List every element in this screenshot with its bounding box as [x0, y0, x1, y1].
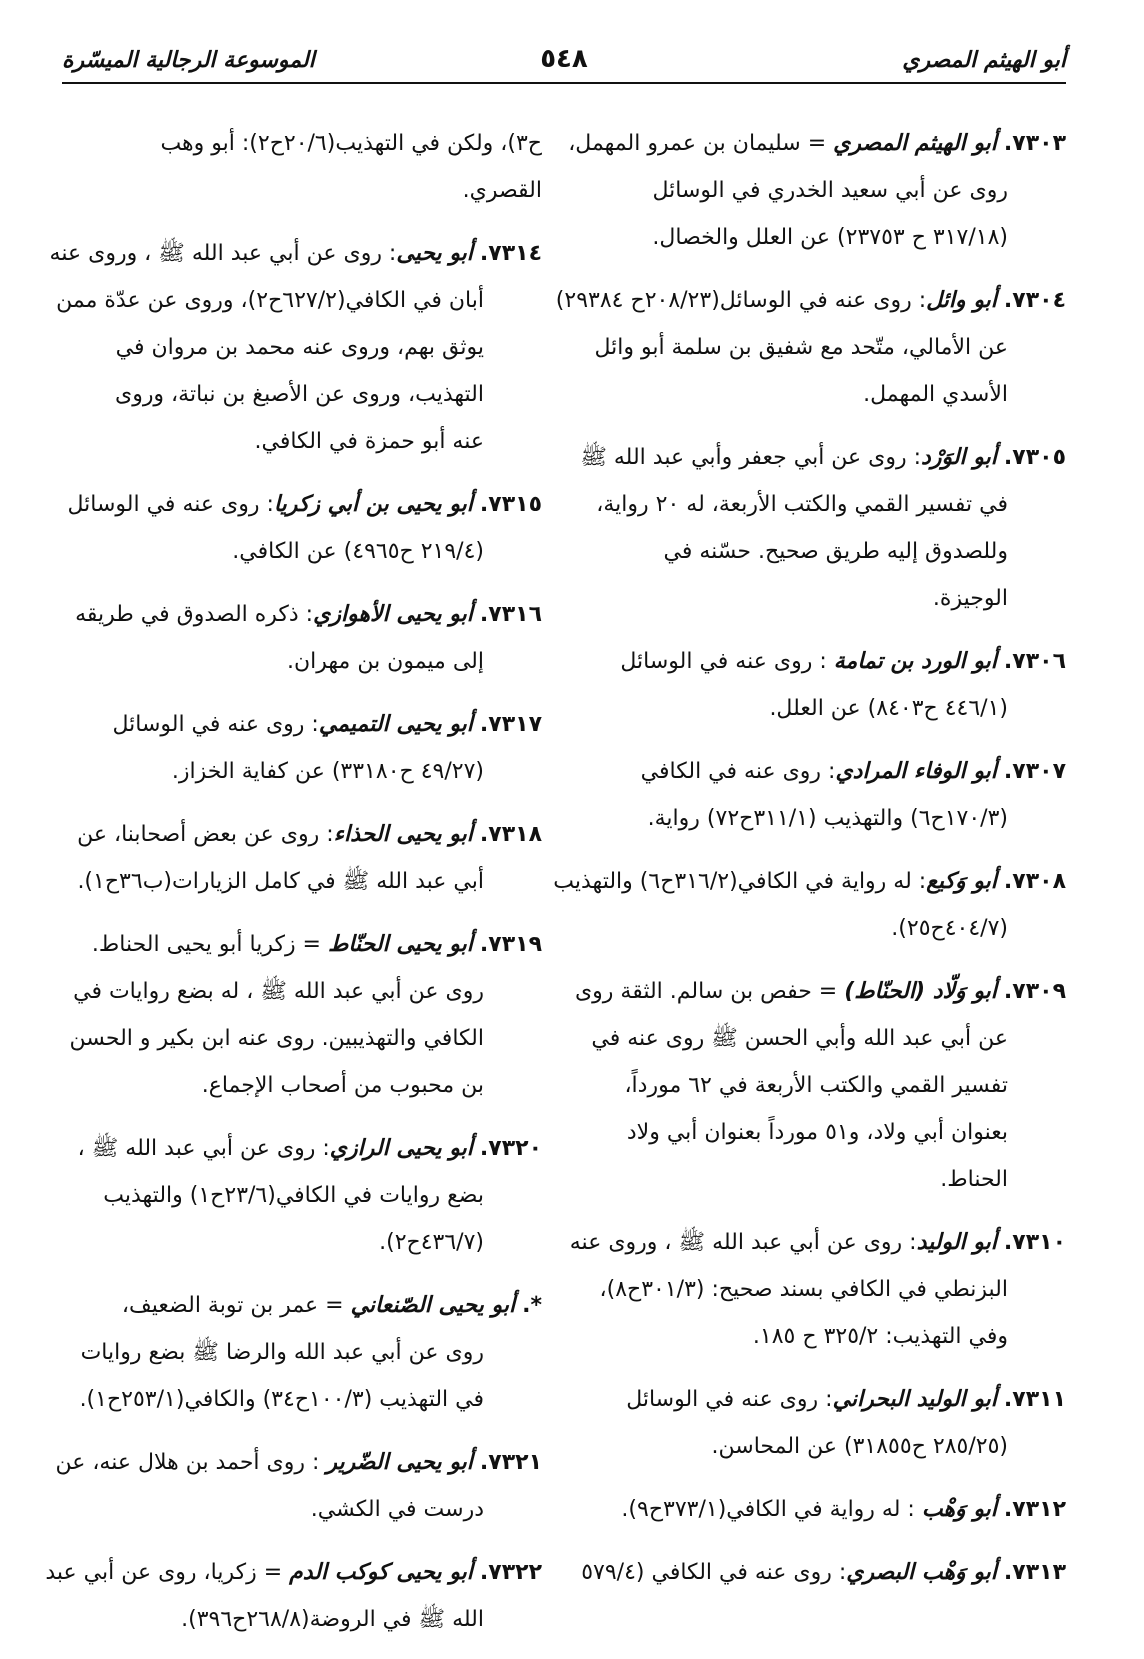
entry-first-line [67, 481, 542, 528]
entry-continuation-line: عن أبي عبد الله وأبي الحسن ﷺ روى عنه في [591, 1026, 1008, 1051]
entry-name: أبو وَهْب [921, 1497, 997, 1522]
entry-name: أبو يحيى الحنّاط [327, 932, 473, 957]
entry-number: ٧٣٠٦. [1003, 649, 1066, 674]
entry-continuation-line: روى عن أبي عبد الله والرضا ﷺ بضع روايات [80, 1340, 484, 1365]
entry-continuation-line: روى عن أبي عبد الله ﷺ ، له بضع روايات في [73, 979, 484, 1004]
entry-first-line [569, 1219, 1066, 1266]
entry-continuation-line: وللصدوق إليه طريق صحيح. حسّنه في [663, 539, 1008, 564]
entry [72, 701, 542, 795]
entry-continuation-line: (٣١٧/١٨ ح ٢٣٧٥٣) عن العلل والخصال. [652, 225, 1008, 250]
entry-text: : له رواية في الكافي(٣١٦/٢ح٦) والتهذيب [553, 869, 927, 894]
entry-continuation-line: درست في الكشي. [310, 1497, 484, 1522]
entry-number: ٧٣٢٠. [479, 1136, 542, 1161]
entry-text: : روى عنه في الوسائل [626, 1387, 833, 1412]
entry-number: ٧٣١٤. [479, 241, 542, 266]
entry-name: أبو وائل [926, 288, 997, 313]
entry-name: أبو الوليد [916, 1230, 997, 1255]
page-number: ٥٤٨ [540, 44, 588, 74]
entry-continuation-line: أبي عبد الله ﷺ في كامل الزيارات(ب٣٦ح١). [77, 869, 484, 894]
entry-first-line [72, 1125, 542, 1172]
entry-name: أبو الوَرْد [921, 445, 997, 470]
entry-text: : روى عنه في الكافي [640, 759, 836, 784]
right-column [553, 120, 1066, 1612]
entry [45, 1549, 542, 1643]
entry-first-line [596, 638, 1066, 685]
entry [581, 1549, 1066, 1596]
entry-continuation-line: (٢١٩/٤ ح٤٩٦٥) عن الكافي. [232, 539, 484, 564]
entry [72, 811, 542, 905]
entry-text: = سليمان بن عمرو المهمل، [568, 131, 834, 156]
entry-name: أبو يحيى التميمي [318, 712, 473, 737]
entry-number: ٧٣٠٨. [1003, 869, 1066, 894]
entry-continuation-line: (٤٩/٢٧ ح٣٣١٨٠) عن كفاية الخزاز. [171, 759, 484, 784]
entry-first-line [581, 1549, 1066, 1596]
entry [569, 1219, 1066, 1360]
entry-number: ٧٣١٠. [1003, 1230, 1066, 1255]
entry [596, 1486, 1066, 1533]
entry-continuation-line: القصري. [462, 178, 542, 203]
entry-first-line [72, 591, 542, 638]
entry-text: = زكريا، روى عن أبي عبد [45, 1560, 290, 1585]
header-book-title: الموسوعة الرجالية الميسّرة [62, 48, 315, 73]
entry [580, 434, 1066, 622]
entry-number: ٧٣٢٢. [479, 1560, 542, 1585]
entry [72, 1282, 542, 1423]
entry-continuation-line: (٤٤٦/١ ح٨٤٠٣) عن العلل. [769, 696, 1008, 721]
entry-text: : روى عن أبي جعفر وأبي عبد الله ﷺ [580, 445, 922, 470]
entry [596, 748, 1066, 842]
entry-name: أبو الوليد البحراني [832, 1387, 997, 1412]
entry [55, 1439, 542, 1533]
entry-name: أبو يحيى [396, 241, 473, 266]
entry-text: : روى عنه في الوسائل [67, 492, 274, 517]
entry-text: : روى عن أبي عبد الله ﷺ ، وروى عنه [569, 1230, 917, 1255]
entry-first-line [553, 858, 1066, 905]
entry-continuation-line: في تفسير القمي والكتب الأربعة، له ٢٠ رواية، [596, 492, 1008, 517]
entry-continuation-line: يوثق بهم، وروى عنه محمد بن مروان في [115, 335, 484, 360]
entry-name: أبو الوفاء المرادي [835, 759, 997, 784]
entry [596, 638, 1066, 732]
entry-continuation-line: الوجيزة. [932, 586, 1008, 611]
entry-number: ٧٣١٦. [479, 602, 542, 627]
entry-name: أبو يحيى الرازي [329, 1136, 473, 1161]
running-header [62, 38, 1066, 84]
entry-text: = زكريا أبو يحيى الحناط. [91, 932, 328, 957]
entry-name: أبو يحيى بن أبي زكريا [273, 492, 473, 517]
entry-continuation-line: بن محبوب من أصحاب الإجماع. [201, 1073, 484, 1098]
entry-text: = حفص بن سالم. الثقة روى [574, 979, 845, 1004]
entry [555, 277, 1066, 418]
entry-continuation-line: أبان في الكافي(٦٢٧/٢ح٢)، وروى عن عدّة ممن [56, 288, 484, 313]
entry-first-line [555, 277, 1066, 324]
entry-first-line [580, 434, 1066, 481]
entry [596, 1376, 1066, 1470]
entry-number: ٧٣٢١. [479, 1450, 542, 1475]
entry-continuation-line: عنه أبو حمزة في الكافي. [254, 429, 484, 454]
entry-continuation-line: (٤٠٤/٧ح٢٥). [891, 916, 1008, 941]
entry-first-line [596, 748, 1066, 795]
entry-continuation-line: بضع روايات في الكافي(٢٣/٦ح١) والتهذيب [103, 1183, 484, 1208]
entry-text: : روى عن بعض أصحابنا، عن [77, 822, 334, 847]
entry-first-line [72, 1282, 542, 1329]
entry [574, 968, 1066, 1203]
entry-text: ح٣)، ولكن في التهذيب(٢٠/٦ح٢): أبو وهب [160, 131, 542, 156]
entry-continuation-line: في التهذيب (١٠٠/٣ح٣٤) والكافي(٢٥٣/١ح١). [79, 1387, 484, 1412]
entry-continuation-line: روى عن أبي سعيد الخدري في الوسائل [652, 178, 1008, 203]
entry-name: أبو وَهْب البصري [846, 1560, 997, 1585]
entry-text: : روى عنه في الوسائل [620, 649, 834, 674]
entry [72, 120, 542, 214]
entry-number: ٧٣٠٤. [1003, 288, 1066, 313]
entry-number: ٧٣١١. [1003, 1387, 1066, 1412]
entry-text: : روى عن أبي عبد الله ﷺ ، وروى عنه [49, 241, 397, 266]
entry-name: أبو وَلّاد (الحنّاط) [844, 979, 997, 1004]
header-entry-title: أبو الهيثم المصري [902, 48, 1066, 73]
entry [69, 921, 542, 1109]
entry [72, 1125, 542, 1266]
entry-first-line [45, 1549, 542, 1596]
entry-continuation-line: وفي التهذيب: ٣٢٥/٢ ح ١٨٥. [752, 1324, 1008, 1349]
entry-text: : ذكره الصدوق في طريقه [75, 602, 314, 627]
entry-text: = عمر بن توبة الضعيف، [121, 1293, 351, 1318]
entry-name: أبو يحيى الحذاء [333, 822, 473, 847]
entry-name: أبو يحيى الصّنعاني [350, 1293, 516, 1318]
entry-number: ٧٣١٢. [1003, 1497, 1066, 1522]
entry-text: : روى عنه في الوسائل(٢٠٨/٢٣ح ٢٩٣٨٤) [555, 288, 927, 313]
entry-first-line [596, 1376, 1066, 1423]
entry-name: أبو وَكيع [926, 869, 997, 894]
entry-first-line [568, 120, 1066, 167]
entry-number: ٧٣١٥. [479, 492, 542, 517]
entry-number: ٧٣٠٩. [1003, 979, 1066, 1004]
entry-text: : له رواية في الكافي(٣٧٣/١ح٩). [621, 1497, 922, 1522]
entry-continuation-line: البزنطي في الكافي بسند صحيح: (٣٠١/٣ح٨)، [599, 1277, 1008, 1302]
entry-first-line [596, 1486, 1066, 1533]
entry-text: : روى عنه في الكافي (٥٧٩/٤ [581, 1560, 847, 1585]
entry [568, 120, 1066, 261]
entry-continuation-line: تفسير القمي والكتب الأربعة في ٦٢ مورداً، [624, 1073, 1008, 1098]
entry-continuation-line: الله ﷺ في الروضة(٢٦٨/٨ح٣٩٦). [181, 1607, 484, 1632]
entry-number: ٧٣١٣. [1003, 1560, 1066, 1585]
entry [67, 481, 542, 575]
entry-text: : روى عن أبي عبد الله ﷺ ، [77, 1136, 330, 1161]
entry-number: ٧٣٠٣. [1003, 131, 1066, 156]
entry-first-line [72, 701, 542, 748]
entry-name: أبو يحيى الضّرير [326, 1450, 473, 1475]
entry-number: ٧٣٠٧. [1003, 759, 1066, 784]
left-column [45, 120, 542, 1659]
entry [553, 858, 1066, 952]
entry-first-line [49, 230, 542, 277]
entry-number: ٧٣١٧. [479, 712, 542, 737]
entry-name: أبو يحيى الأهوازي [313, 602, 473, 627]
entry-number: ٧٣٠٥. [1003, 445, 1066, 470]
entry-text: : روى أحمد بن هلال عنه، عن [55, 1450, 327, 1475]
entry-name: أبو الهيثم المصري [833, 131, 997, 156]
entry [49, 230, 542, 465]
entry-name: أبو يحيى كوكب الدم [289, 1560, 473, 1585]
entry-continuation-line: بعنوان أبي ولاد، و٥١ مورداً بعنوان أبي ولاد [626, 1120, 1008, 1145]
entry-continuation-line: (١٧٠/٣ح٦) والتهذيب (٣١١/١ح٧٢) رواية. [647, 806, 1008, 831]
entry-continuation-line: الحناط. [940, 1167, 1008, 1192]
entry-continuation-line: عن الأمالي، متّحد مع شفيق بن سلمة أبو وائل [594, 335, 1008, 360]
entry-text: : روى عنه في الوسائل [112, 712, 319, 737]
entry-number: *. [522, 1293, 542, 1318]
entry-name: أبو الورد بن تمامة [833, 649, 997, 674]
entry-first-line [72, 120, 542, 167]
entry [72, 591, 542, 685]
entry-first-line [72, 921, 542, 968]
entry-continuation-line: إلى ميمون بن مهران. [287, 649, 484, 674]
entry-first-line [574, 968, 1066, 1015]
entry-first-line [55, 1439, 542, 1486]
entry-continuation-line: التهذيب، وروى عن الأصبغ بن نباتة، وروى [114, 382, 484, 407]
entry-number: ٧٣١٩. [479, 932, 542, 957]
entry-continuation-line: (٢٨٥/٢٥ ح٣١٨٥٥) عن المحاسن. [711, 1434, 1008, 1459]
entry-continuation-line: الكافي والتهذيبين. روى عنه ابن بكير و الحسن [69, 1026, 484, 1051]
entry-continuation-line: (٤٣٦/٧ح٢). [379, 1230, 484, 1255]
entry-first-line [72, 811, 542, 858]
entry-number: ٧٣١٨. [479, 822, 542, 847]
entry-continuation-line: الأسدي المهمل. [863, 382, 1008, 407]
